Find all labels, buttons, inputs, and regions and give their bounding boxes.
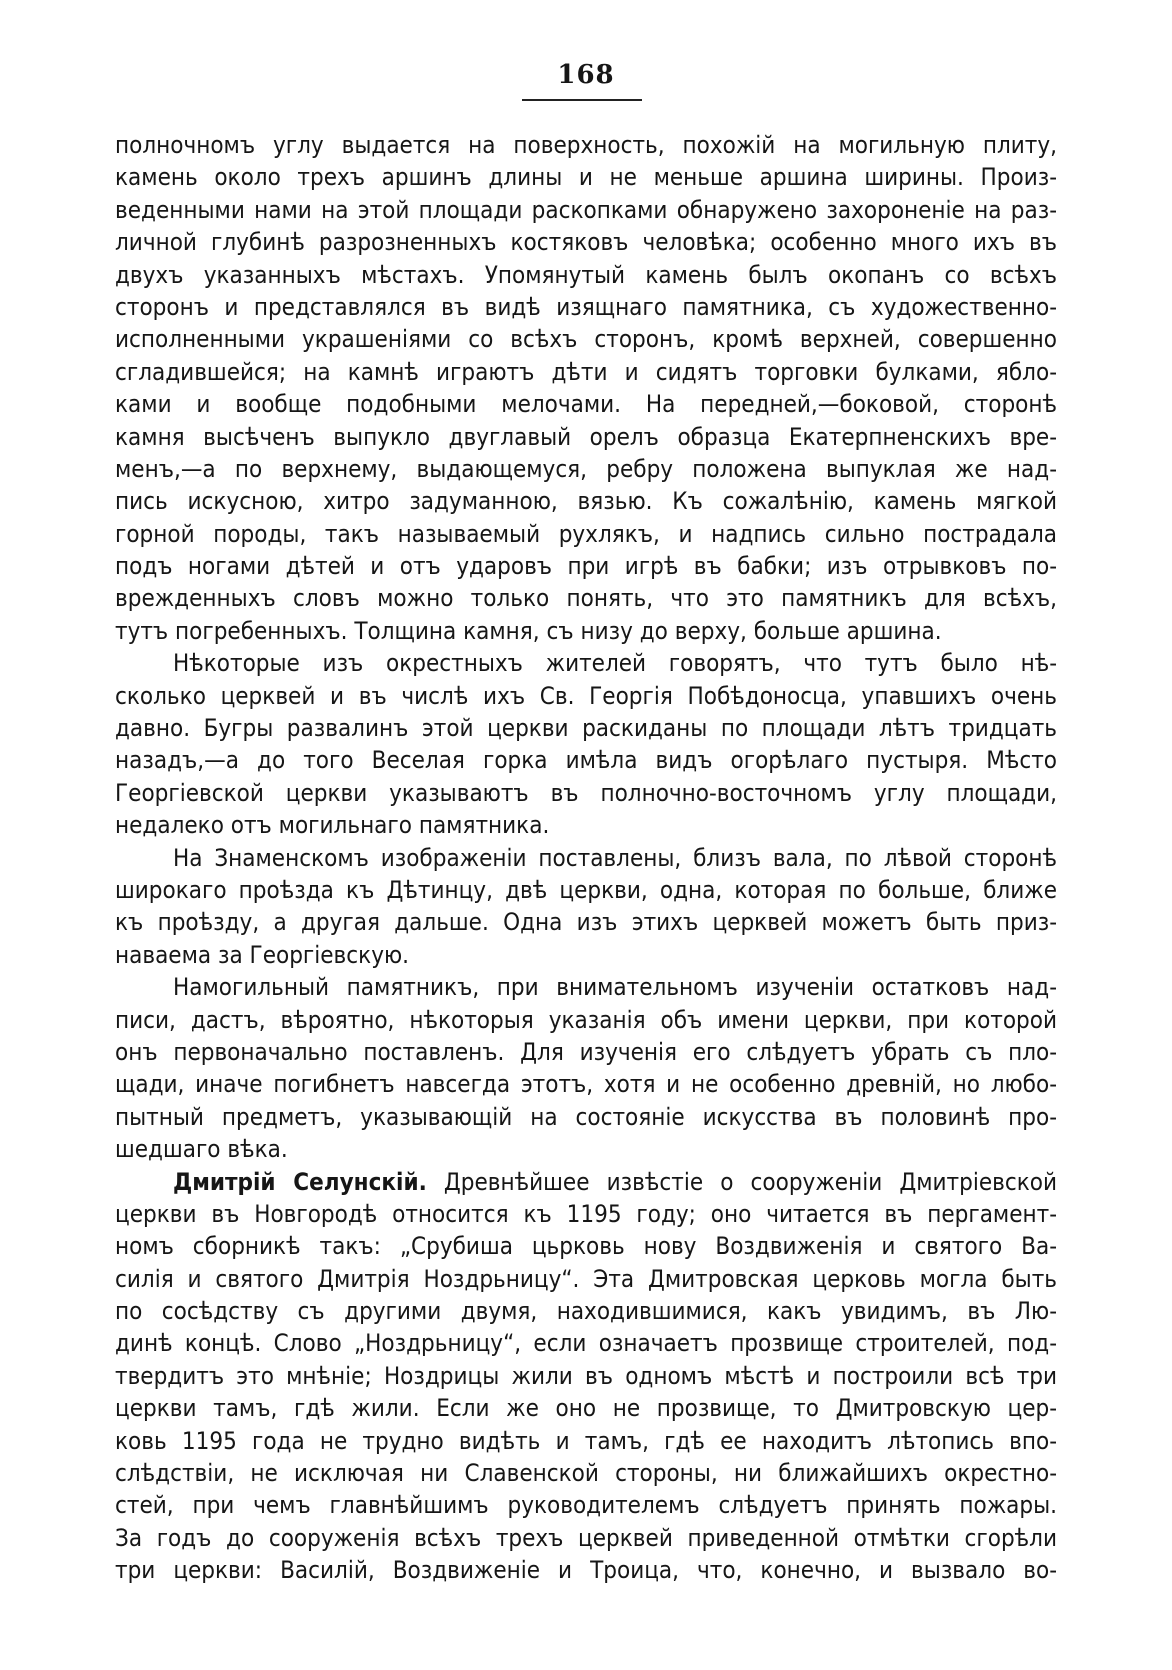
section-first-line (115, 1166, 1057, 1198)
section-heading: Дмитрій Селунскій. (173, 1167, 427, 1196)
paragraph-5 (115, 1166, 1057, 1587)
paragraph-3 (115, 842, 1057, 972)
text-line: подъ ногами дѣтей и отъ ударовъ при игрѣ въ бабки; изъ отрывковъ по- (115, 552, 1057, 581)
text-line: камень около трехъ аршинъ длины и не меньше аршина ширины. Произ- (115, 163, 1057, 192)
body-text (115, 129, 1057, 1587)
text-line: сколько церквей и въ числѣ ихъ Св. Георгія Побѣдоносца, упавшихъ очень (115, 681, 1057, 710)
text-line: веденными нами на этой площади раскопками обнаружено захороненіе на раз- (115, 195, 1057, 224)
page-number: 168 (557, 60, 615, 90)
text-line: Намогильный памятникъ, при внимательномъ изученіи остатковъ над- (173, 973, 1057, 1002)
text-line: ками и вообще подобными мелочами. На передней,—боковой, сторонѣ (115, 390, 1057, 419)
paragraph-1 (115, 129, 1057, 647)
text-line: наваема за Георгіевскую. (115, 940, 409, 969)
text-line: недалеко отъ могильнаго памятника. (115, 811, 550, 840)
text-line: силія и святого Дмитрія Ноздрьницу“. Эта Дмитровская церковь могла быть (115, 1264, 1057, 1293)
text-line: На Знаменскомъ изображеніи поставлены, близъ вала, по лѣвой сторонѣ (173, 843, 1057, 872)
text-line: шедшаго вѣка. (115, 1135, 288, 1164)
paragraph-4 (115, 971, 1057, 1165)
section-first-line-text: Древнѣйшее извѣстіе о сооруженіи Дмитріевской (443, 1167, 1057, 1196)
text-line: менъ,—а по верхнему, выдающемуся, ребру положена выпуклая же над- (115, 454, 1057, 483)
text-line: давно. Бугры развалинъ этой церкви раскиданы по площади лѣтъ тридцать (115, 714, 1057, 743)
text-line: три церкви: Василій, Воздвиженіе и Троица, что, конечно, и вызвало во- (115, 1556, 1057, 1585)
text-line: церкви тамъ, гдѣ жили. Если же оно не прозвище, то Дмитровскую цер- (115, 1394, 1057, 1423)
text-line: камня высѣченъ выпукло двуглавый орелъ образца Екатерпненскихъ вре- (115, 422, 1057, 451)
text-line: твердитъ это мнѣніе; Ноздрицы жили въ одномъ мѣстѣ и построили всѣ три (115, 1361, 1057, 1390)
text-line: онъ первоначально поставленъ. Для изученія его слѣдуетъ убрать съ пло- (115, 1037, 1057, 1066)
text-line: щади, иначе погибнетъ навсегда этотъ, хотя и не особенно древній, но любо- (115, 1070, 1057, 1099)
text-line: Нѣкоторые изъ окрестныхъ жителей говорятъ, что тутъ было нѣ- (173, 649, 1057, 678)
text-line: слѣдствіи, не исключая ни Славенской стороны, ни ближайшихъ окрестно- (115, 1459, 1057, 1488)
text-line: пытный предметъ, указывающій на состояніе искусства въ половинѣ про- (115, 1102, 1057, 1131)
text-line: стей, при чемъ главнѣйшимъ руководителемъ слѣдуетъ принять пожары. (115, 1491, 1057, 1520)
text-line: сторонъ и представлялся въ видѣ изящнаго памятника, съ художественно- (115, 292, 1057, 321)
paragraph-2 (115, 647, 1057, 841)
text-line: горной породы, такъ называемый рухлякъ, и надпись сильно пострадала (115, 519, 1057, 548)
text-line: исполненными украшеніями со всѣхъ сторонъ, кромѣ верхней, совершенно (115, 325, 1057, 354)
text-line: двухъ указанныхъ мѣстахъ. Упомянутый камень былъ окопанъ со всѣхъ (115, 260, 1057, 289)
text-line: динѣ концѣ. Слово „Ноздрьницу“, если означаетъ прозвище строителей, под- (115, 1329, 1057, 1358)
text-line: по сосѣдству съ другими двумя, находившимися, какъ увидимъ, въ Лю- (115, 1297, 1057, 1326)
text-line: тутъ погребенныхъ. Толщина камня, съ низу до верху, больше аршина. (115, 616, 942, 645)
text-line: пись искусною, хитро задуманною, вязью. Къ сожалѣнію, камень мягкой (115, 487, 1057, 516)
header-rule (522, 99, 642, 101)
text-line: полночномъ углу выдается на поверхность, похожій на могильную плиту, (115, 131, 1057, 159)
text-line: личной глубинѣ разрозненныхъ костяковъ человѣка; особенно много ихъ въ (115, 228, 1057, 257)
text-line: къ проѣзду, а другая дальше. Одна изъ этихъ церквей можетъ быть приз- (115, 908, 1057, 937)
text-line: За годъ до сооруженія всѣхъ трехъ церквей приведенной отмѣтки сгорѣли (115, 1523, 1057, 1552)
text-line: ковь 1195 года не трудно видѣть и тамъ, гдѣ ее находитъ лѣтопись впо- (115, 1426, 1057, 1455)
text-line: широкаго проѣзда къ Дѣтинцу, двѣ церкви, одна, которая по больше, ближе (115, 875, 1057, 904)
text-line: номъ сборникѣ такъ: „Срубиша цьрковь нову Воздвиженія и святого Ва- (115, 1232, 1057, 1261)
text-line: врежденныхъ словъ можно только понять, что это памятникъ для всѣхъ, (115, 584, 1057, 613)
text-line: церкви въ Новгородѣ относится къ 1195 году; оно читается въ пергамент- (115, 1199, 1057, 1228)
text-line: сгладившейся; на камнѣ играютъ дѣти и сидятъ торговки булками, ябло- (115, 357, 1057, 386)
text-line: писи, дастъ, вѣроятно, нѣкоторыя указанія объ имени церкви, при которой (115, 1005, 1057, 1034)
text-line: Георгіевской церкви указываютъ въ полночно-восточномъ углу площади, (115, 778, 1057, 807)
text-line: назадъ,—а до того Веселая горка имѣла видъ огорѣлаго пустыря. Мѣсто (115, 746, 1057, 775)
